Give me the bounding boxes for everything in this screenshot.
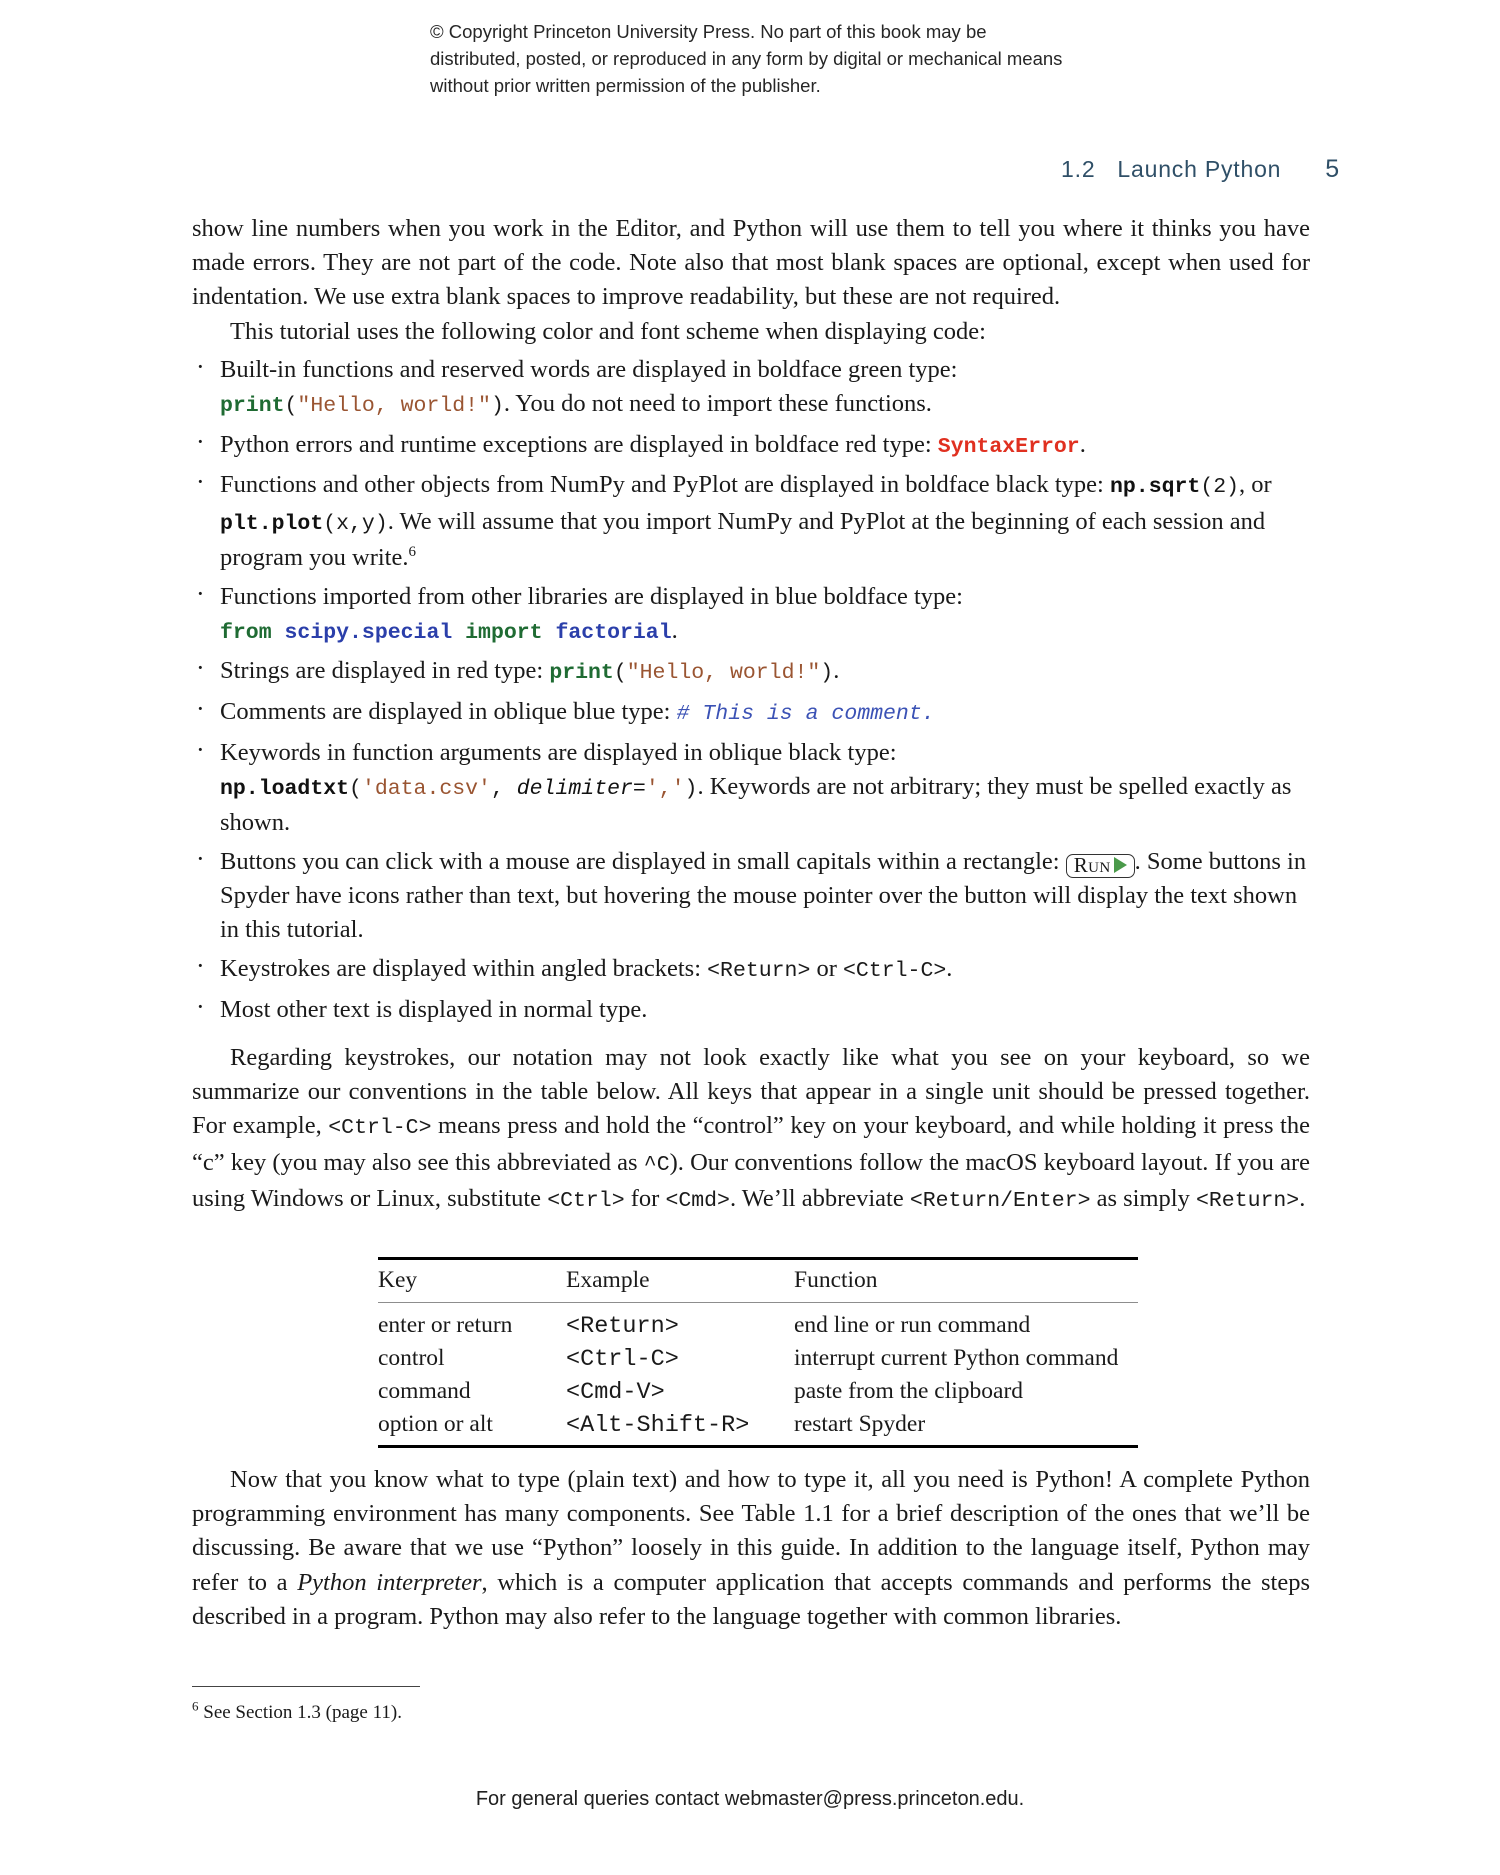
cell-key-2: control <box>378 1345 445 1371</box>
footnote <box>192 1700 402 1726</box>
main-text-column <box>192 212 1310 1218</box>
code-return-key: <Return> <box>707 959 811 984</box>
table-body <box>378 1303 1138 1447</box>
bullet-8-tail: . Some buttons in Spyder have icons rather than text, but hovering the mouse pointer over the button will display the text shown in this tutorial. <box>220 847 1307 944</box>
cell-example-3: <Cmd-V> <box>566 1379 665 1406</box>
kc-part-6: as simply <box>1090 1184 1196 1212</box>
cell-function-3: paste from the clipboard <box>794 1378 1024 1404</box>
closing-italic-term: Python interpreter <box>297 1568 482 1596</box>
code-paren-open: ( <box>284 394 298 419</box>
table-row <box>378 1376 1138 1409</box>
cell-function-4: restart Spyder <box>794 1409 1138 1447</box>
cell-example-1: <Return> <box>566 1313 679 1340</box>
bullet-8-text: Buttons you can click with a mouse are displayed in small capitals within a rectangle: <box>220 847 1066 875</box>
bullet-9-mid: or <box>810 955 844 983</box>
cell-key-1: enter or return <box>378 1312 513 1338</box>
kc-part-3: ). Our conventions follow the macOS keyboard layout. If you are using Windows or Linux, substitute <box>192 1148 1310 1212</box>
code-plt-plot-args: (x,y) <box>323 511 388 536</box>
code-np-loadtxt: np.loadtxt <box>220 777 350 802</box>
code-import-keyword: import <box>465 620 543 645</box>
code-return-enter-inline: <Return/Enter> <box>909 1188 1091 1213</box>
code-np-sqrt: np.sqrt <box>1110 475 1201 500</box>
list-item-normal-type <box>192 993 1310 1027</box>
bullet-1-text: Built-in functions and reserved words are displayed in boldface green type: <box>220 355 958 383</box>
kc-part-5: . We’ll abbreviate <box>729 1184 910 1212</box>
keystroke-conventions-paragraph <box>192 1041 1310 1218</box>
code-paren-close-2: ) <box>820 661 834 686</box>
code-print-keyword-2: print <box>549 661 614 686</box>
bullet-4-text: Functions imported from other libraries are displayed in blue boldface type: <box>220 582 963 610</box>
code-caret-c-inline: ^C <box>643 1152 670 1177</box>
list-item-errors <box>192 428 1310 464</box>
bullet-7-text: Keywords in function arguments are displayed in oblique black type: <box>220 738 897 766</box>
footnote-number: 6 <box>192 1698 199 1714</box>
code-from-keyword: from <box>220 620 272 645</box>
footnote-marker-6: 6 <box>408 543 416 560</box>
bullet-5-text: Strings are displayed in red type: <box>220 657 550 685</box>
footnote-text: See Section 1.3 (page 11). <box>198 1702 402 1723</box>
code-comment-hash: # <box>676 702 690 727</box>
column-header-key: Key <box>378 1259 566 1303</box>
code-print-keyword: print <box>220 394 285 419</box>
code-comma-string: ',' <box>645 777 685 802</box>
code-hello-world-string-2: "Hello, world!" <box>626 661 821 686</box>
cell-function-2: interrupt current Python command <box>794 1345 1119 1371</box>
bullet-4-tail: . <box>671 616 678 644</box>
code-factorial: factorial <box>555 620 672 645</box>
code-ctrl-c-inline: <Ctrl-C> <box>328 1116 432 1141</box>
code-arg-comma: , <box>490 777 517 802</box>
code-scipy-special: scipy.special <box>284 620 453 645</box>
list-item-buttons <box>192 845 1310 948</box>
closing-part-1: Now that you know what to type (plain text) and how to type it, all you need is Python! A complete Python programming environment has many components. See Table 1.1 for a brief description of the ones that we’ll be discussing. Be aware that we use “Python” loosely in this guide. In addition to the language itself, Python may refer to a <box>192 1466 1310 1596</box>
bullet-2-text: Python errors and runtime exceptions are displayed in boldface red type: <box>220 430 938 458</box>
cell-function-1: end line or run command <box>794 1312 1031 1338</box>
cell-example-2: <Ctrl-C> <box>566 1346 679 1373</box>
column-header-example: Example <box>566 1259 794 1303</box>
list-item-imported-libraries <box>192 580 1310 650</box>
column-header-function: Function <box>794 1259 1138 1303</box>
table-row <box>378 1343 1138 1376</box>
code-plt-plot: plt.plot <box>220 511 324 536</box>
code-return-inline: <Return> <box>1195 1188 1300 1213</box>
run-button[interactable] <box>1066 854 1135 878</box>
key-reference-table <box>378 1257 1138 1448</box>
table-row <box>378 1303 1138 1343</box>
run-button-label: Run <box>1073 852 1111 877</box>
kc-part-4: for <box>624 1184 666 1212</box>
table-header-row <box>378 1259 1138 1303</box>
bullet-3-tail: . We will assume that you import NumPy and PyPlot at the beginning of each session and program you write. <box>220 507 1266 571</box>
bullet-9-tail: . <box>946 955 953 983</box>
code-paren-open-3: ( <box>349 777 362 802</box>
kc-part-7: . <box>1299 1184 1306 1212</box>
kc-part-2: means press and hold the “control” key on your keyboard, and while holding it press the “c” key (you may also see this abbreviated as <box>192 1112 1310 1176</box>
code-data-csv-string: 'data.csv' <box>361 777 491 802</box>
cell-key-4: option or alt <box>378 1409 566 1447</box>
bullet-3-text: Functions and other objects from NumPy and PyPlot are displayed in boldface black type: <box>220 471 1110 499</box>
table-head <box>378 1259 1138 1303</box>
bullet-9-text: Keystrokes are displayed within angled brackets: <box>220 955 708 983</box>
copyright-notice: © Copyright Princeton University Press. No part of this book may be distributed, posted, or reproduced in any form by digital or mechanical means without prior written permission of the publisher. <box>430 21 1063 96</box>
kc-part-1: Regarding keystrokes, our notation may not look exactly like what you see on your keyboard, so we summarize our conventions in the table below. All keys that appear in a single unit should be pressed together. For example, <box>192 1043 1310 1140</box>
list-item-builtin-functions <box>192 353 1310 423</box>
closing-block <box>192 1463 1310 1634</box>
scheme-lead-paragraph: This tutorial uses the following color and font scheme when displaying code: <box>230 317 986 345</box>
code-paren-open-2: ( <box>613 661 627 686</box>
code-paren-close-3: ) <box>684 777 698 802</box>
code-delimiter-keyword: delimiter= <box>516 777 646 802</box>
cell-example-4: <Alt-Shift-R> <box>566 1409 794 1447</box>
closing-part-2: , which is a computer application that accepts commands and performs the steps described in a program. Python may also refer to the language together with common libraries. <box>192 1568 1311 1630</box>
bullet-1-tail: . You do not need to import these functions. <box>503 390 932 418</box>
cell-key-3: command <box>378 1378 471 1404</box>
code-ctrl-inline: <Ctrl> <box>547 1188 625 1213</box>
list-item-comments <box>192 695 1310 731</box>
code-paren-close: ) <box>490 394 504 419</box>
intro-paragraph: show line numbers when you work in the Editor, and Python will use them to tell you where it thinks you have made errors. They are not part of the code. Note also that most blank spaces are optional, except when used for indentation. We use extra blank spaces to improve readability, but these are not required. <box>192 215 1310 311</box>
code-syntax-error: SyntaxError <box>937 434 1080 459</box>
play-triangle-icon <box>1114 857 1127 873</box>
code-ctrl-c-key: <Ctrl-C> <box>843 959 947 984</box>
running-head <box>1061 155 1340 184</box>
code-np-sqrt-args: (2) <box>1200 475 1240 500</box>
style-scheme-list <box>192 353 1310 1027</box>
page-number: 5 <box>1325 155 1340 183</box>
bullet-2-tail: . <box>1079 430 1086 458</box>
list-item-strings <box>192 654 1310 690</box>
bullet-3-mid: , or <box>1239 471 1272 499</box>
code-hello-world-string: "Hello, world!" <box>297 394 491 419</box>
key-reference-table-wrap <box>378 1257 1138 1448</box>
footnote-rule <box>192 1686 420 1687</box>
list-item-keyword-arguments <box>192 736 1310 841</box>
closing-paragraph <box>192 1463 1310 1634</box>
list-item-numpy-pyplot <box>192 468 1310 575</box>
code-comment-body: This is a comment. <box>702 702 935 727</box>
bullet-6-text: Comments are displayed in oblique blue type: <box>220 698 677 726</box>
bullet-7-tail: . Keywords are not arbitrary; they must be spelled exactly as shown. <box>220 773 1292 837</box>
table-row <box>378 1409 1138 1447</box>
code-cmd-inline: <Cmd> <box>665 1188 730 1213</box>
running-head-title: Launch Python <box>1117 156 1282 182</box>
list-item-keystrokes <box>192 952 1310 988</box>
page-footer: For general queries contact webmaster@press.princeton.edu. <box>475 1788 1025 1810</box>
bullet-5-tail: . <box>833 657 840 685</box>
bullet-10-text: Most other text is displayed in normal type. <box>220 995 648 1023</box>
running-head-section-number: 1.2 <box>1061 156 1096 182</box>
